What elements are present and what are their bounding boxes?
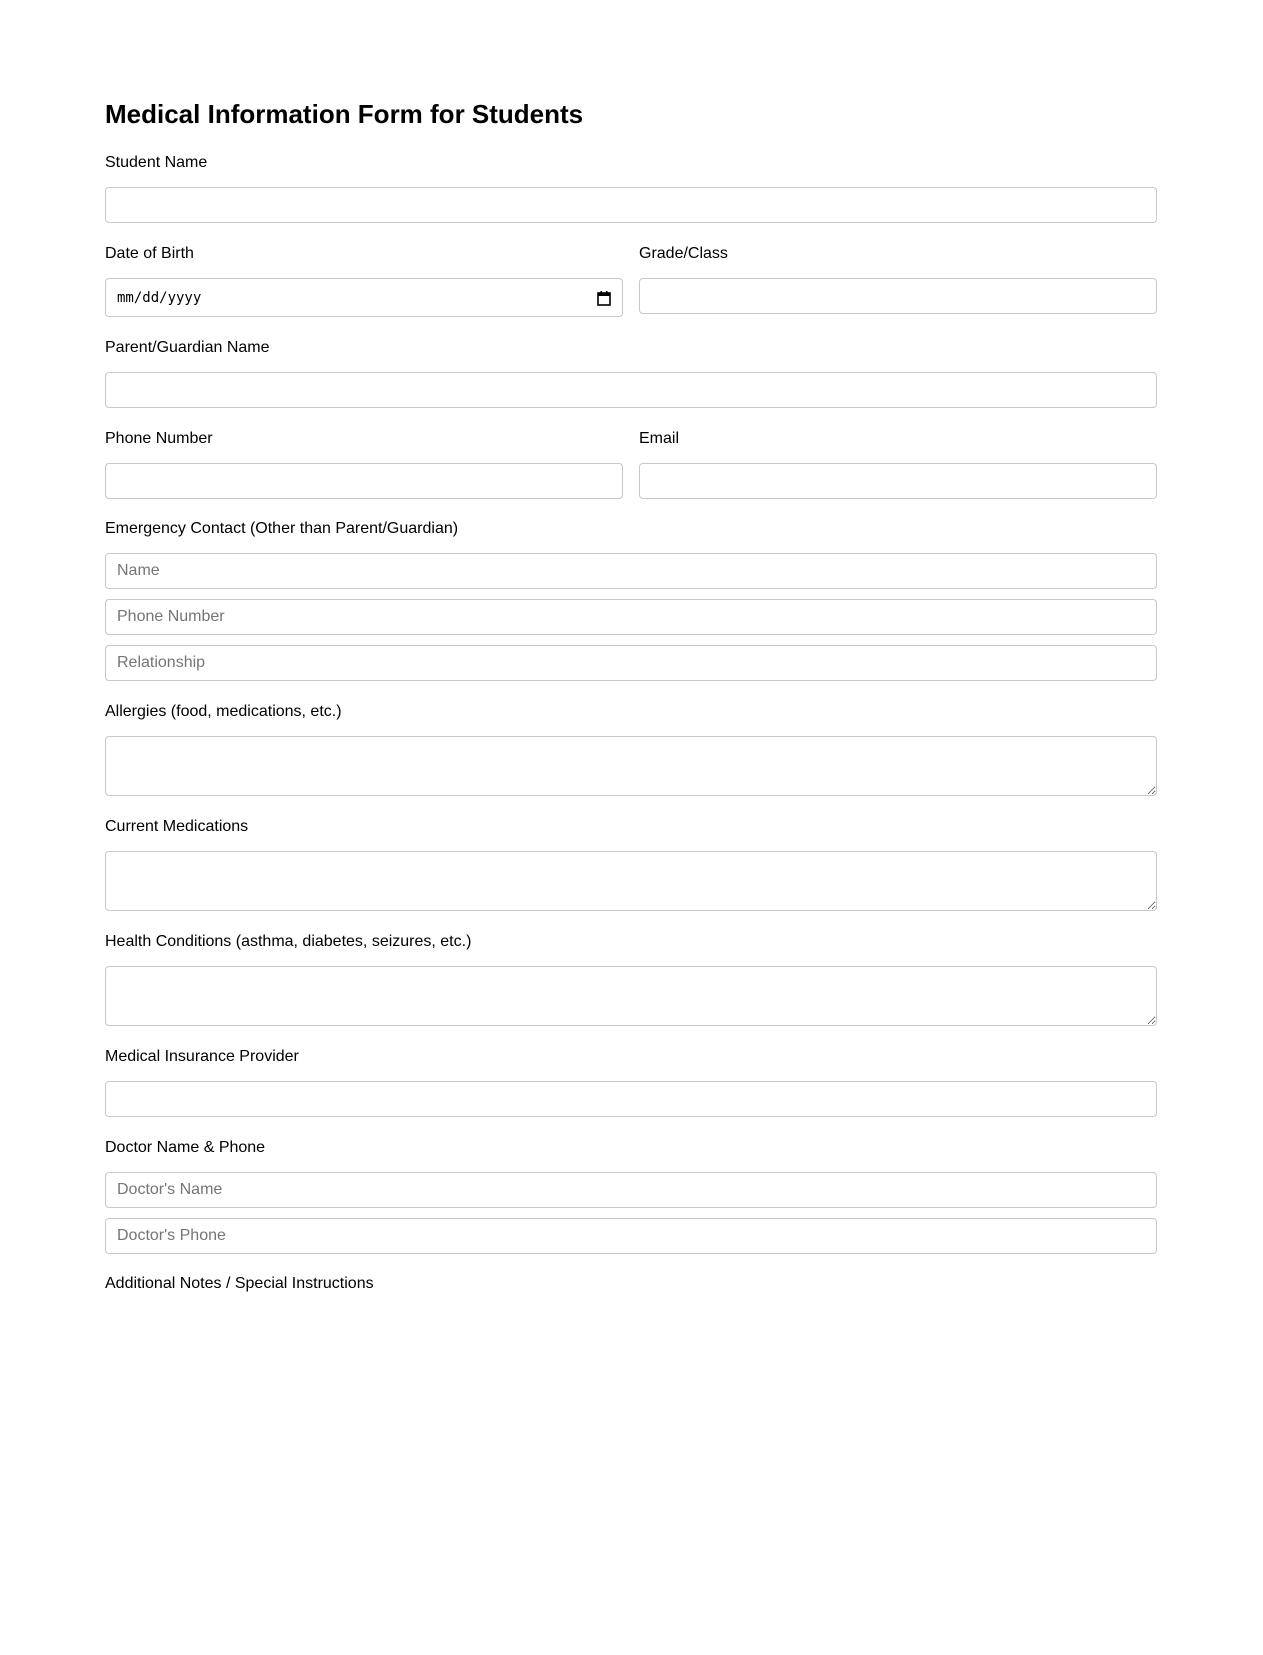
insurance-provider-label: Medical Insurance Provider <box>105 1048 299 1065</box>
grade-class-label: Grade/Class <box>639 245 728 262</box>
student-name-label: Student Name <box>105 154 208 171</box>
doctor-label: Doctor Name & Phone <box>105 1139 266 1156</box>
date-of-birth-input[interactable] <box>105 278 623 317</box>
health-conditions-label: Health Conditions (asthma, diabetes, seizures, etc.) <box>105 933 472 950</box>
current-medications-label: Current Medications <box>105 818 249 835</box>
parent-guardian-name-label: Parent/Guardian Name <box>105 339 270 356</box>
phone-number-label: Phone Number <box>105 430 213 447</box>
email-label: Email <box>639 430 680 447</box>
calendar-icon[interactable] <box>597 290 611 306</box>
allergies-label: Allergies (food, medications, etc.) <box>105 703 342 720</box>
emergency-contact-relationship-input[interactable] <box>105 645 1157 681</box>
page-title: Medical Information Form for Students <box>105 99 584 129</box>
allergies-textarea[interactable] <box>105 736 1157 796</box>
emergency-contact-name-input[interactable] <box>105 553 1157 589</box>
email-input[interactable] <box>639 463 1157 499</box>
date-format-placeholder: mm/dd/yyyy <box>117 289 202 306</box>
phone-number-input[interactable] <box>105 463 623 499</box>
insurance-provider-input[interactable] <box>105 1081 1157 1117</box>
grade-class-input[interactable] <box>639 278 1157 314</box>
doctor-phone-input[interactable] <box>105 1218 1157 1254</box>
student-name-input[interactable] <box>105 187 1157 223</box>
health-conditions-textarea[interactable] <box>105 966 1157 1026</box>
date-of-birth-label: Date of Birth <box>105 245 194 262</box>
current-medications-textarea[interactable] <box>105 851 1157 911</box>
additional-notes-label: Additional Notes / Special Instructions <box>105 1275 374 1292</box>
doctor-name-input[interactable] <box>105 1172 1157 1208</box>
emergency-contact-phone-input[interactable] <box>105 599 1157 635</box>
emergency-contact-label: Emergency Contact (Other than Parent/Guardian) <box>105 520 459 537</box>
parent-guardian-name-input[interactable] <box>105 372 1157 408</box>
